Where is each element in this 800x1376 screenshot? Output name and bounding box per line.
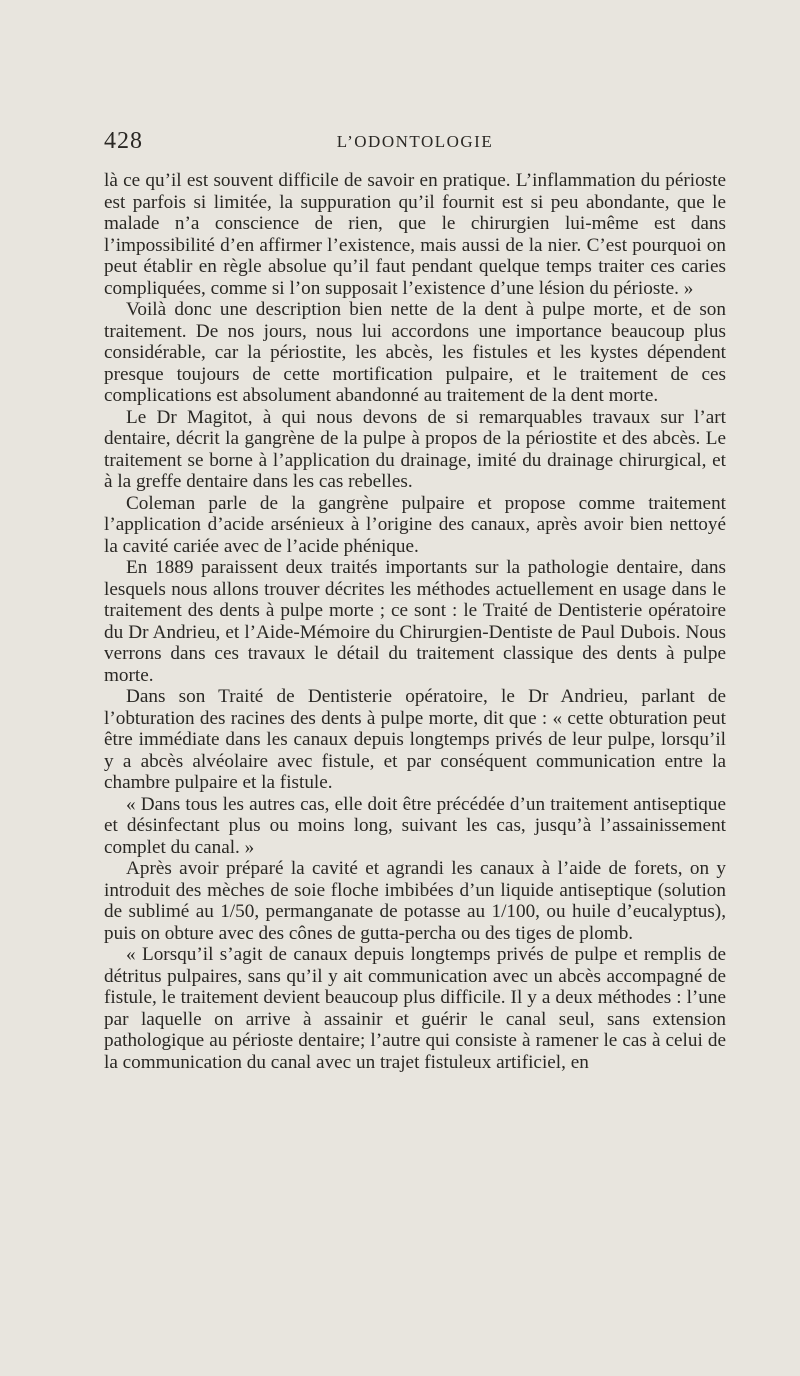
page-number: 428 bbox=[104, 128, 143, 154]
paragraph: Voilà donc une description bien nette de la dent à pulpe morte, et de son traitement. De nos jours, nous lui accordons une importance beaucoup plus considérable, car la périostite, les abcès, les fistules et les kystes dépendent presque toujours de cette mortification pulpaire, et le traitement de ces complications est absolument abandonné au traitement de la dent morte. bbox=[104, 299, 726, 406]
running-title: L’ODONTOLOGIE bbox=[336, 132, 494, 151]
paragraph: Après avoir préparé la cavité et agrandi les canaux à l’aide de forets, on y introduit des mèches de soie floche imbibées d’un liquide antiseptique (solution de sublimé au 1/50, permanganate de potasse au 1/100, ou huile d’eucalyptus), puis on obture avec des cônes de gutta-percha ou des tiges de plomb. bbox=[104, 858, 726, 944]
paragraph: Dans son Traité de Dentisterie opératoire, le Dr Andrieu, parlant de l’obturation des racines des dents à pulpe morte, dit que : « cette obturation peut être immédiate dans les canaux depuis longtemps privés de leur pulpe, lorsqu’il y a abcès alvéolaire avec fistule, et par conséquent communication entre la chambre pulpaire et la fistule. bbox=[104, 686, 726, 793]
page-header bbox=[104, 128, 726, 158]
paragraph: « Dans tous les autres cas, elle doit être précédée d’un traitement antiseptique et désinfectant plus ou moins long, suivant les cas, jusqu’à l’assainissement complet du canal. » bbox=[104, 793, 726, 858]
paragraph: Coleman parle de la gangrène pulpaire et propose comme traitement l’application d’acide arsénieux à l’origine des canaux, après avoir bien nettoyé la cavité cariée avec de l’acide phénique. bbox=[104, 492, 726, 557]
paragraph: Le Dr Magitot, à qui nous devons de si remarquables travaux sur l’art dentaire, décrit la gangrène de la pulpe à propos de la périostite et des abcès. Le traitement se borne à l’application du drainage, imité du drainage chirurgical, et à la greffe dentaire dans les cas rebelles. bbox=[104, 406, 726, 492]
body-text bbox=[104, 170, 726, 1073]
paragraph: « Lorsqu’il s’agit de canaux depuis longtemps privés de pulpe et remplis de détritus pulpaires, sans qu’il y ait communication avec un abcès accompagné de fistule, le traitement devient beaucoup plus difficile. Il y a deux méthodes : l’une par laquelle on arrive à assainir et guérir le canal seul, sans extension pathologique au périoste dentaire; l’autre qui consiste à ramener le cas à celui de la communication du canal avec un trajet fistuleux artificiel, en bbox=[104, 944, 726, 1073]
paragraph: là ce qu’il est souvent difficile de savoir en pratique. L’inflammation du périoste est parfois si limitée, la suppuration qu’il fournit est si peu abondante, que le malade n’a conscience de rien, que le chirurgien lui-même est dans l’impossibilité d’en affirmer l’existence, mais aussi de la nier. C’est pourquoi on peut établir en règle absolue qu’il faut pendant quelque temps traiter ces caries compliquées, comme si l’on supposait l’existence d’une lésion du périoste. » bbox=[104, 170, 726, 299]
paragraph: En 1889 paraissent deux traités importants sur la pathologie dentaire, dans lesquels nous allons trouver décrites les méthodes actuellement en usage dans le traitement des dents à pulpe morte ; ce sont : le Traité de Dentisterie opératoire du Dr Andrieu, et l’Aide-Mémoire du Chirurgien-Dentiste de Paul Dubois. Nous verrons dans ces travaux le détail du traitement classique des dents à pulpe morte. bbox=[104, 557, 726, 686]
